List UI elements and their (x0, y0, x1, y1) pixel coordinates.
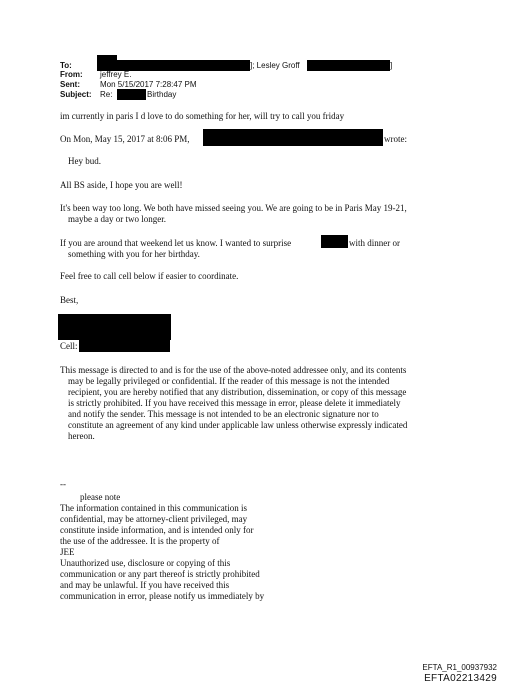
from-value: jeffrey E. (100, 70, 132, 79)
disclaimer-line: may be legally privileged or confidential. If the reader of this message is not the intended (68, 376, 390, 386)
subject-suffix: Birthday (147, 90, 177, 99)
note-line: Unauthorized use, disclosure or copying of this (60, 558, 231, 568)
subject-label: Subject: (60, 90, 92, 99)
greeting: Hey bud. (68, 156, 101, 166)
closing: Best, (60, 295, 79, 305)
to-bracket: ] (390, 61, 393, 70)
cell-label: Cell: (60, 341, 78, 351)
note-line: constitute inside information, and is intended only for (60, 525, 254, 535)
disclaimer-line: constitute an agreement of any kind under applicable law unless otherwise expressly indicated (68, 420, 408, 430)
document-id-1: EFTA_R1_00937932 (422, 663, 497, 672)
paragraph-2-line-2: maybe a day or two longer. (68, 214, 166, 224)
sent-label: Sent: (60, 80, 80, 89)
to-recipient-groff: ]; Lesley Groff (250, 61, 300, 70)
document-id-2: EFTA02213429 (424, 673, 497, 684)
disclaimer-line: recipient, you are hereby notified that any distribution, dissemination, or copy of this message (68, 387, 407, 397)
note-line: communication or any part thereof is strictly prohibited (60, 569, 260, 579)
note-line: JEE (60, 547, 75, 557)
quote-intro-suffix: wrote: (384, 134, 407, 144)
redaction-cell-number (79, 339, 170, 352)
note-line: the use of the addressee. It is the property of (60, 536, 220, 546)
reply-text: im currently in paris I d love to do something for her, will try to call you friday (60, 111, 345, 121)
subject-prefix: Re: (100, 90, 113, 99)
note-line: and may be unlawful. If you have received this (60, 580, 230, 590)
redaction-name (321, 235, 348, 248)
redaction-to-top (97, 55, 117, 61)
quote-intro-prefix: On Mon, May 15, 2017 at 8:06 PM, (60, 134, 190, 144)
to-label: To: (60, 61, 72, 70)
redaction-sender (203, 129, 383, 146)
paragraph-3-line-2: something with you for her birthday. (68, 249, 200, 259)
note-line: communication in error, please notify us immediately by (60, 591, 265, 601)
redaction-to-2 (307, 60, 393, 71)
note-line: confidential, may be attorney-client privileged, may (60, 514, 248, 524)
paragraph-3-line-1-suffix: with dinner or (349, 238, 400, 248)
redaction-subject (117, 89, 146, 100)
paragraph-2-line-1: It's been way too long. We both have missed seeing you. We are going to be in Paris May 19-21, (60, 203, 407, 213)
disclaimer-line: is strictly prohibited. If you have received this message in error, please delete it immediately (68, 398, 401, 408)
disclaimer-line: hereon. (68, 431, 95, 441)
paragraph-1: All BS aside, I hope you are well! (60, 180, 183, 190)
sent-value: Mon 5/15/2017 7:28:47 PM (100, 80, 197, 89)
paragraph-3-line-1-prefix: If you are around that weekend let us know. I wanted to surprise (60, 238, 292, 248)
note-title: please note (80, 492, 121, 502)
signature-dashes: -- (60, 479, 66, 489)
disclaimer-line: This message is directed to and is for the use of the above-noted addressee only, and its contents (60, 365, 407, 375)
from-label: From: (60, 70, 83, 79)
note-line: The information contained in this communication is (60, 503, 247, 513)
redaction-signature-name (58, 314, 171, 340)
disclaimer-line: and notify the sender. This message is not intended to be an electronic signature nor to (68, 409, 379, 419)
paragraph-4: Feel free to call cell below if easier to coordinate. (60, 271, 239, 281)
